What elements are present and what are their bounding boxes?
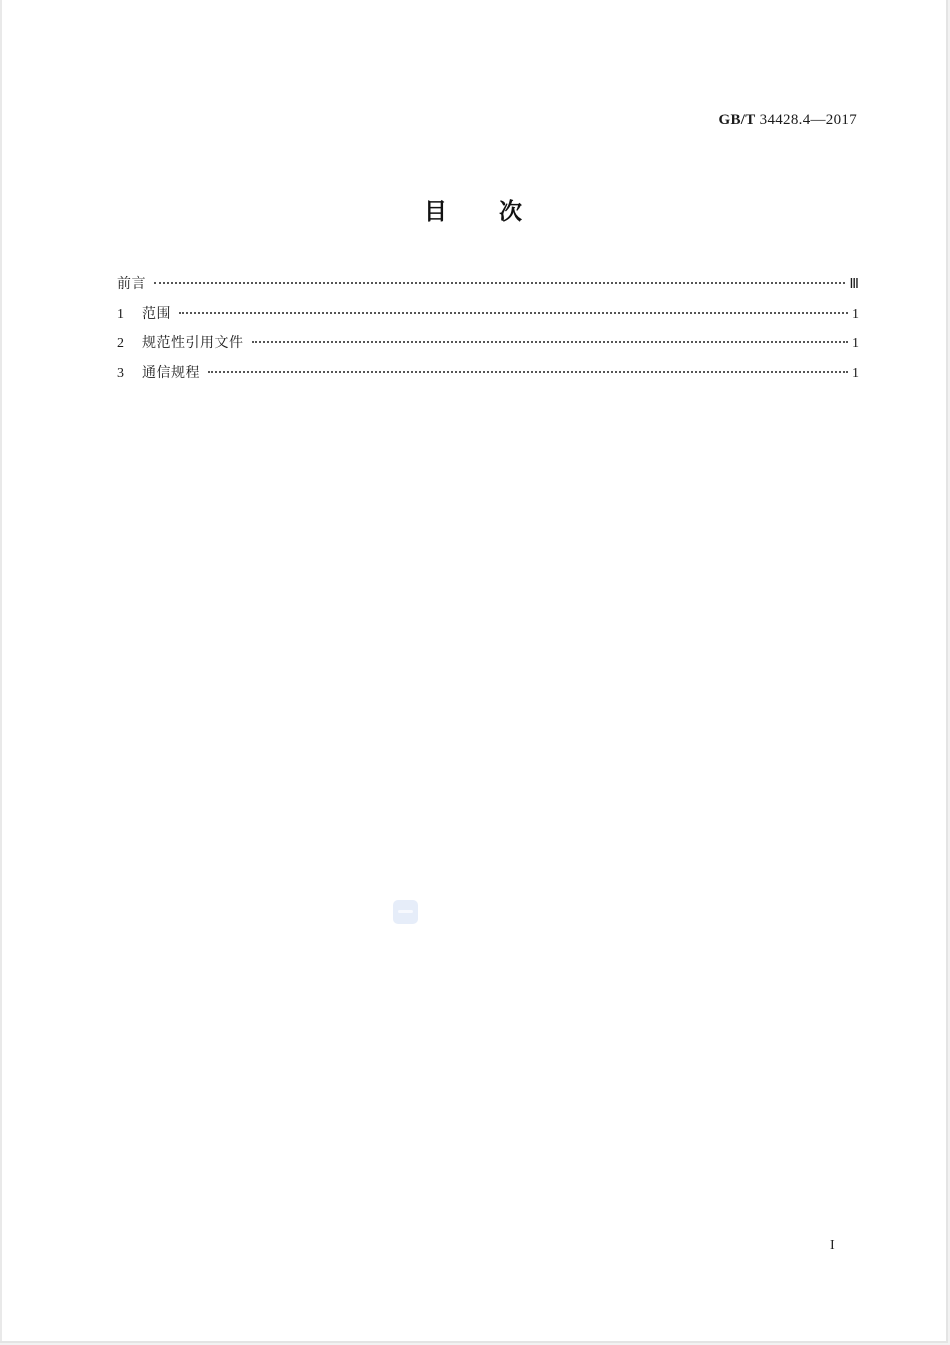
toc-entry-number: 3 bbox=[117, 365, 124, 381]
toc-entry-page: 1 bbox=[852, 365, 859, 381]
toc-entry-page: 1 bbox=[852, 336, 859, 351]
toc-entry-page: Ⅲ bbox=[849, 277, 859, 292]
toc-leader-dots bbox=[208, 371, 848, 373]
table-of-contents bbox=[117, 273, 859, 391]
toc-leader-dots bbox=[252, 341, 849, 343]
toc-entry-label: 范围 bbox=[142, 305, 171, 322]
toc-entry-label: 前言 bbox=[117, 276, 146, 292]
toc-entry-scope[interactable] bbox=[117, 303, 859, 333]
standard-code: 34428.4—2017 bbox=[759, 112, 857, 128]
toc-leader-dots bbox=[154, 282, 845, 284]
standard-prefix: GB/T bbox=[718, 112, 756, 128]
watermark-icon bbox=[393, 900, 418, 924]
toc-entry-number: 1 bbox=[117, 306, 124, 322]
standard-number bbox=[719, 112, 857, 129]
toc-entry-page: 1 bbox=[852, 306, 859, 322]
toc-entry-label: 规范性引用文件 bbox=[142, 335, 244, 351]
toc-title: 目次 bbox=[424, 199, 574, 225]
toc-entry-number: 2 bbox=[117, 336, 124, 351]
toc-entry-foreword[interactable] bbox=[117, 273, 859, 303]
toc-entry-normative-references[interactable] bbox=[117, 332, 859, 362]
toc-entry-label: 通信规程 bbox=[142, 364, 200, 381]
toc-entry-communication-protocol[interactable] bbox=[117, 362, 859, 392]
toc-leader-dots bbox=[179, 312, 848, 314]
page-number: I bbox=[830, 1238, 835, 1253]
